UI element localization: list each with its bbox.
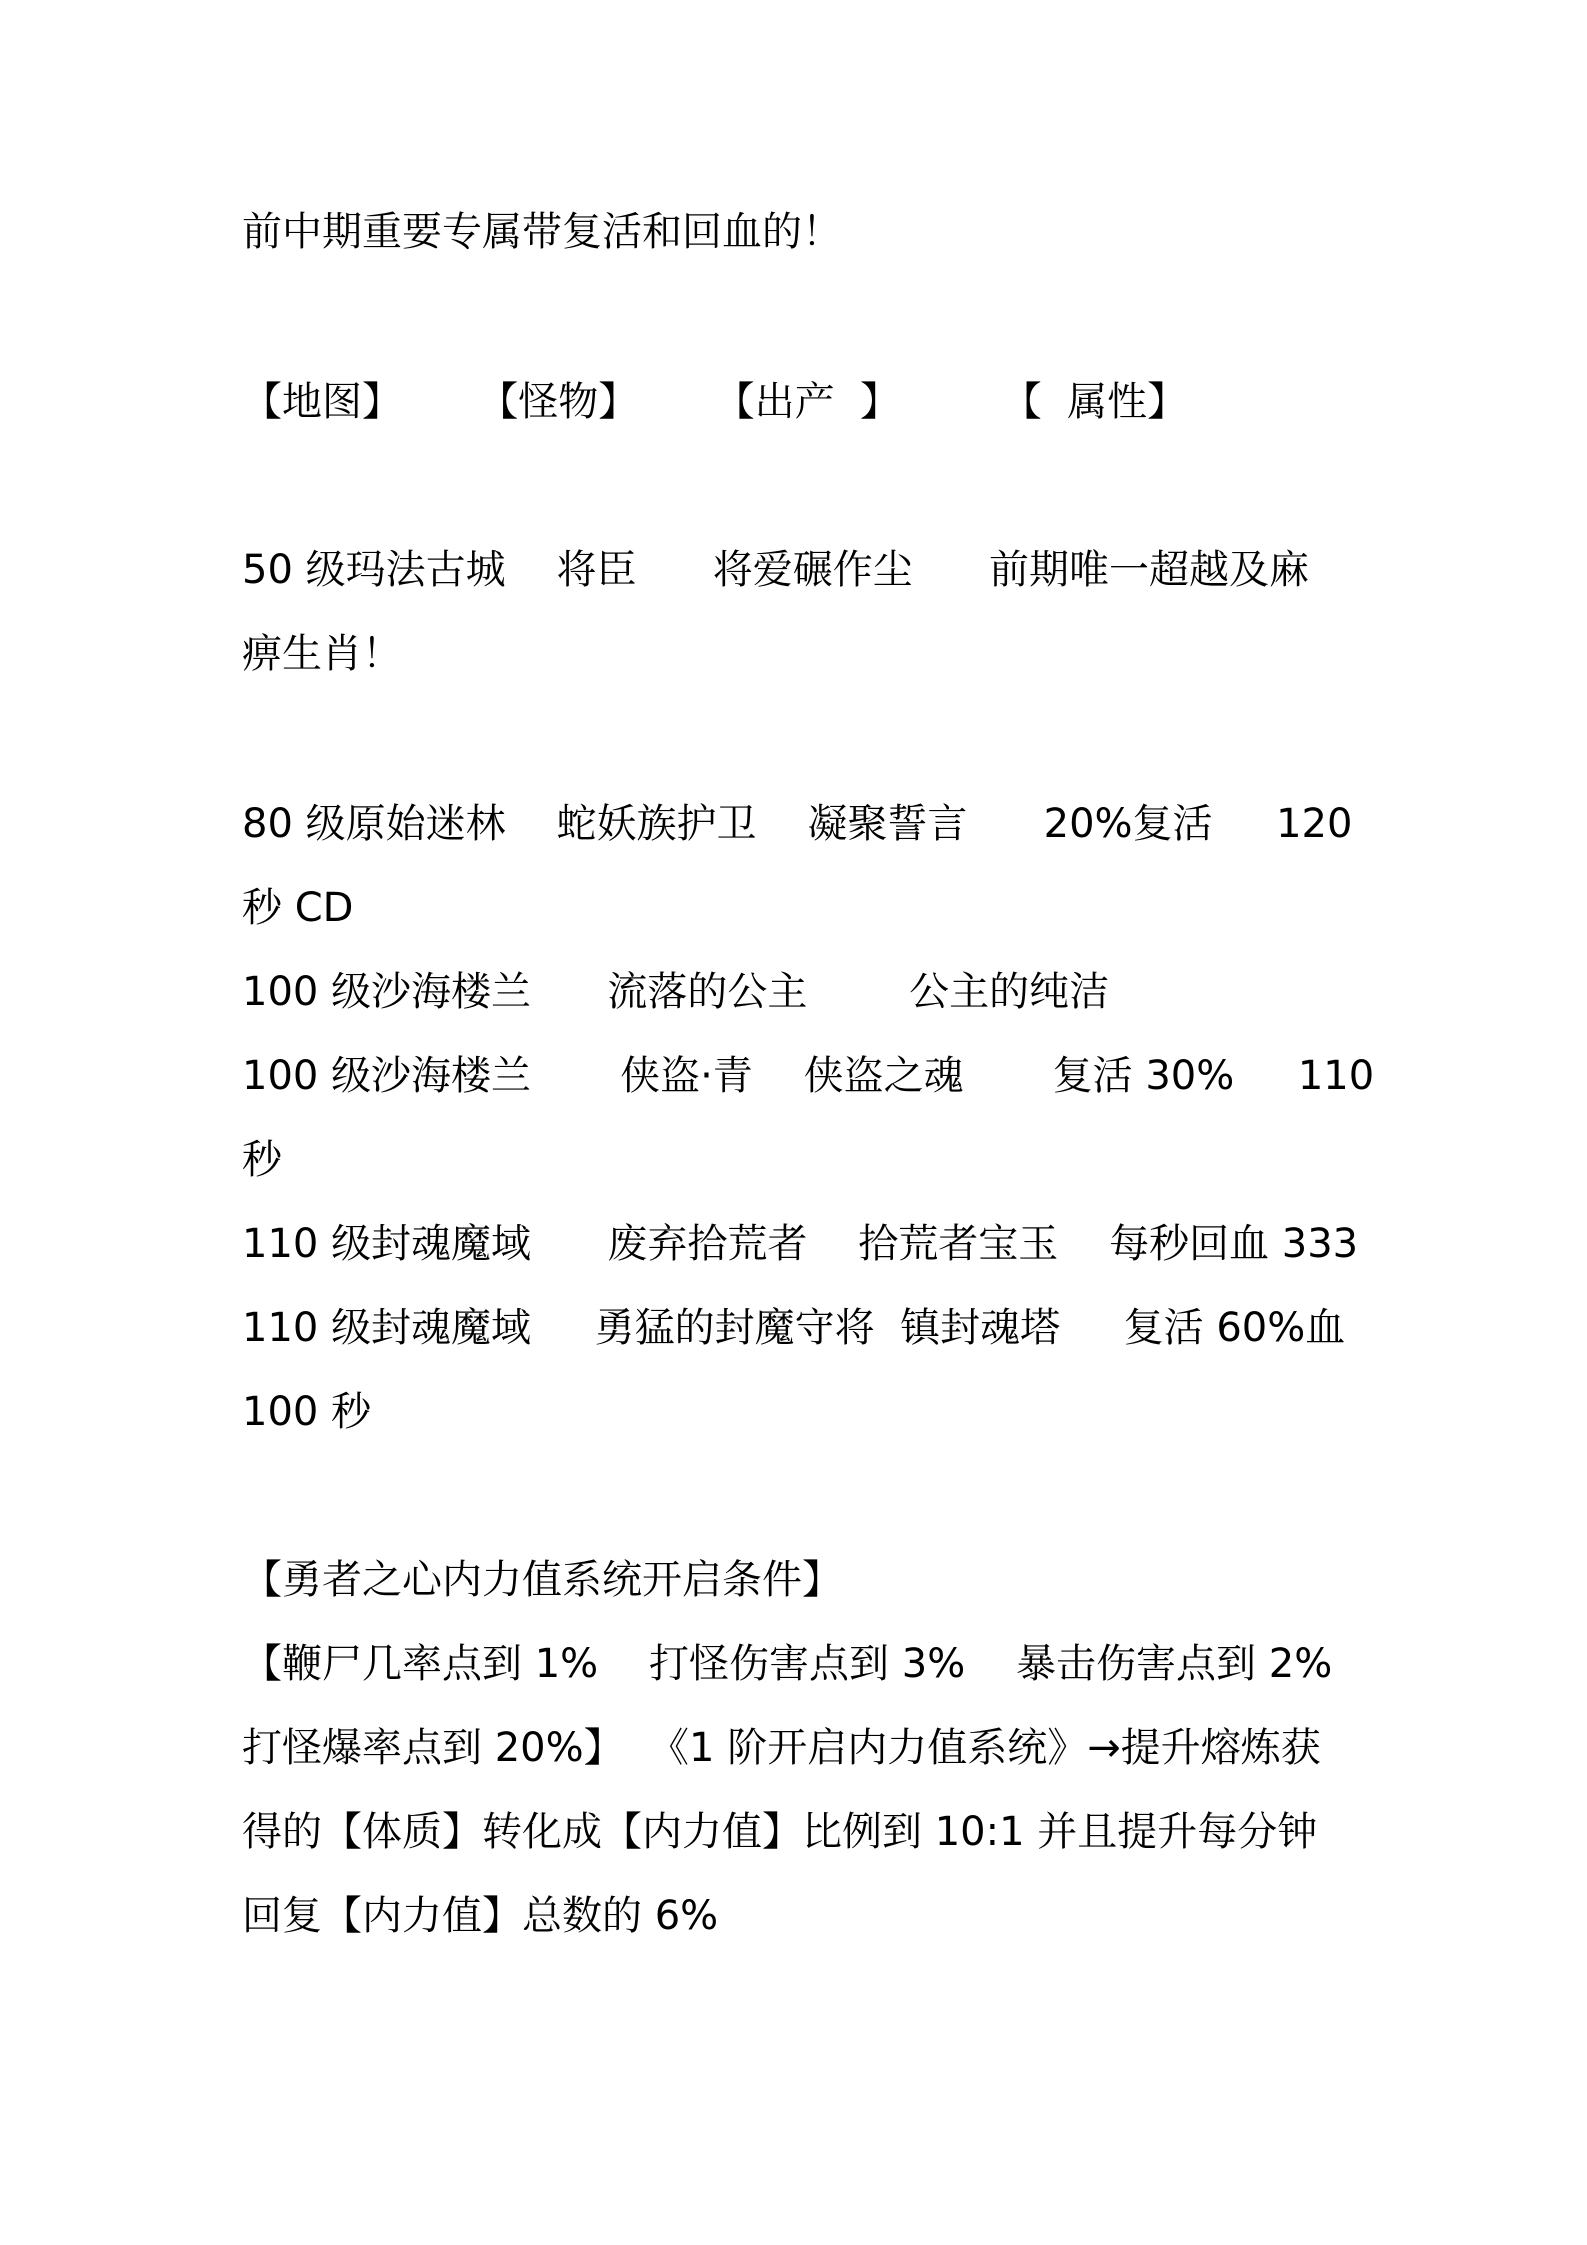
- system-condition-line: 打怪爆率点到 20%】 《1 阶开启内力值系统》→提升熔炼获: [242, 1725, 1321, 1771]
- intro-text: 前中期重要专属带复活和回血的！: [242, 209, 842, 255]
- column-header-row: 【地图】 【怪物】 【出产 】 【 属性】: [242, 379, 1188, 425]
- system-condition-line: 【鞭尸几率点到 1% 打怪伤害点到 3% 暴击伤害点到 2%: [242, 1641, 1333, 1687]
- entry-line-continued: 秒: [242, 1137, 282, 1183]
- entry-line: 100 级沙海楼兰 流落的公主 公主的纯洁: [242, 969, 1110, 1015]
- system-condition-line: 回复【内力值】总数的 6%: [242, 1893, 719, 1939]
- system-condition-line: 得的【体质】转化成【内力值】比例到 10:1 并且提升每分钟: [242, 1809, 1318, 1855]
- entry-line-continued: 秒 CD: [242, 885, 354, 931]
- entry-line: 80 级原始迷林 蛇妖族护卫 凝聚誓言 20%复活 120: [242, 801, 1353, 847]
- entry-line: 110 级封魂魔域 废弃拾荒者 拾荒者宝玉 每秒回血 333: [242, 1221, 1359, 1267]
- entry-line: 50 级玛法古城 将臣 将爱碾作尘 前期唯一超越及麻: [242, 547, 1310, 593]
- entry-line: 100 级沙海楼兰 侠盗·青 侠盗之魂 复活 30% 110: [242, 1053, 1375, 1099]
- entry-line-continued: 痹生肖！: [242, 631, 402, 677]
- entry-line: 110 级封魂魔域 勇猛的封魔守将 镇封魂塔 复活 60%血: [242, 1305, 1346, 1351]
- entry-line-continued: 100 秒: [242, 1389, 372, 1435]
- system-title: 【勇者之心内力值系统开启条件】: [242, 1557, 842, 1603]
